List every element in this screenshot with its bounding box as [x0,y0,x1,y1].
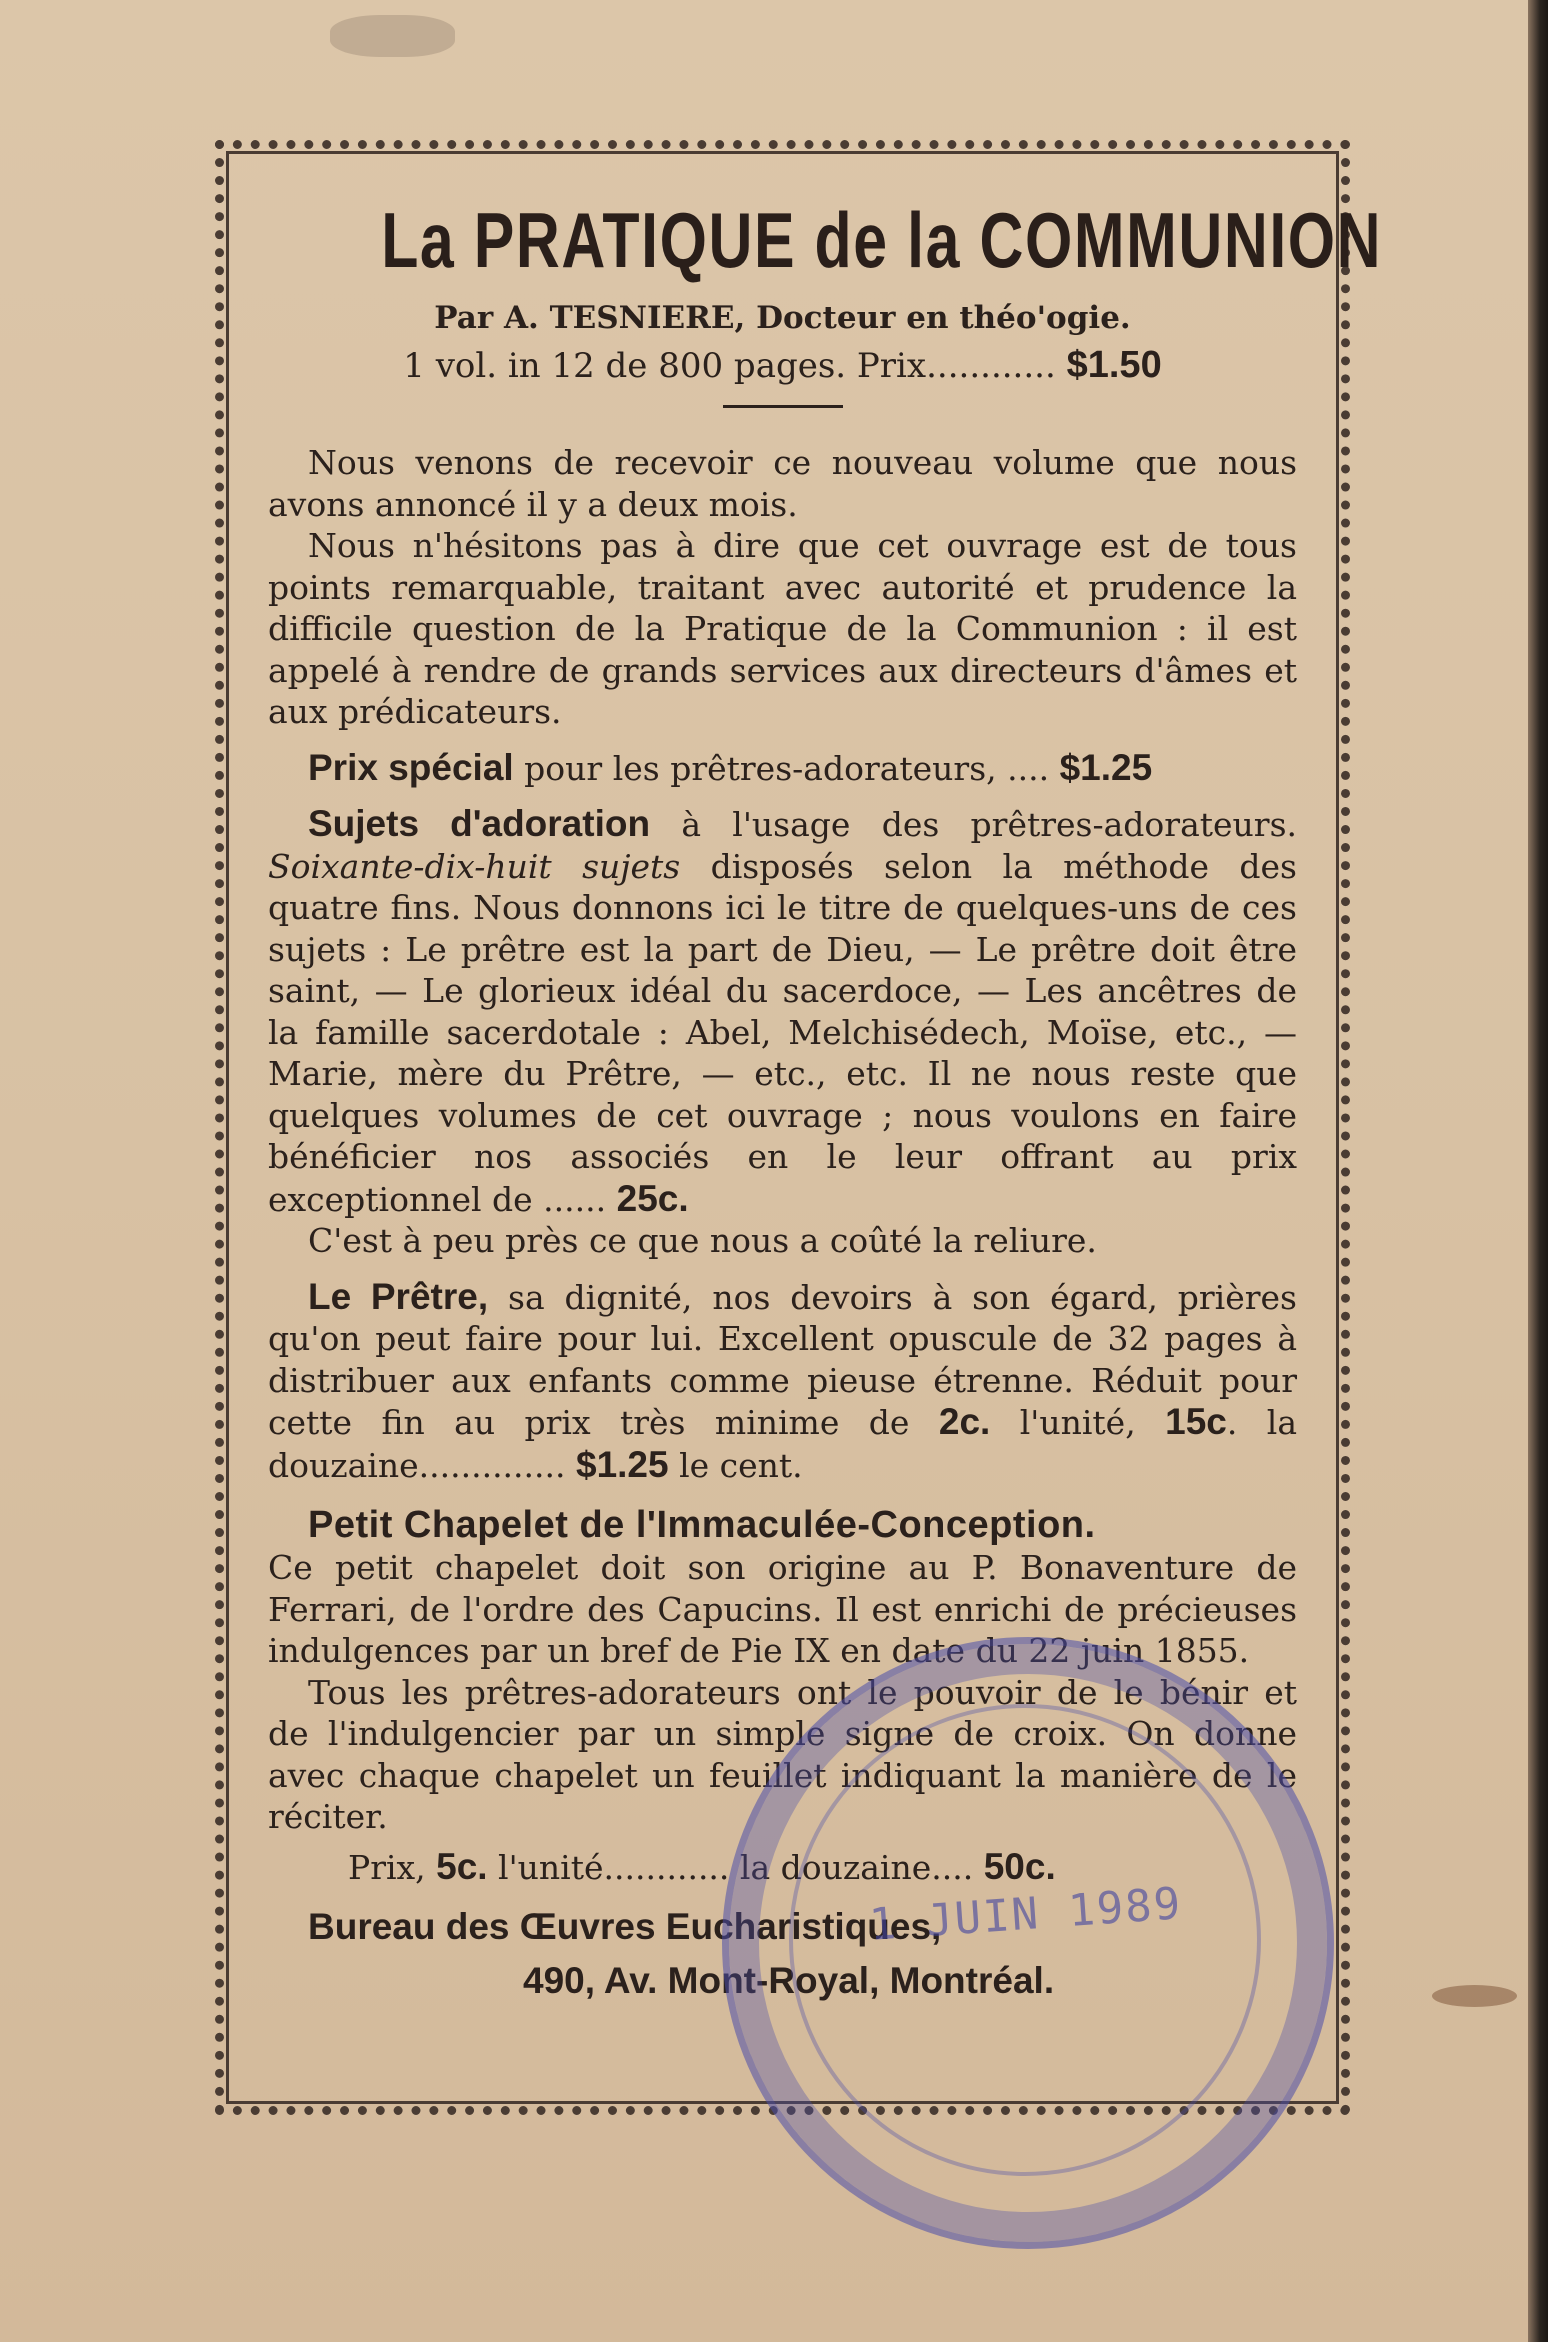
chapelet-price-label: Prix, [348,1847,437,1887]
chapelet-price-dozen: 50c. [983,1845,1056,1887]
sujets-text: à l'usage des prêtres-adorateurs. [650,805,1297,844]
chapelet-price-text: l'unité............ la douzaine.... [487,1847,984,1887]
stamp-date: 1 JUIN 1989 [867,1878,1184,1951]
chapelet-paragraph: Tous les prêtres-adorateurs ont le pouvoir de le bénir et de l'indulgencier par un simple signe de croix. On donne avec chaque chapelet un feuillet indiquant la manière de le réciter. [268,1672,1297,1836]
author-line: Par A. TESNIERE, Docteur en théo'ogie. [434,300,1131,336]
chapelet-heading: Petit Chapelet de l'Immaculée-Conception. [308,1504,1096,1546]
chapelet-price-unit: 5c. [436,1845,488,1887]
pretre-text: . la douzaine.............. [268,1403,1297,1485]
pretre-text: sa dignité, nos devoirs à son égard, prières qu'on peut faire pour lui. Excellent opuscule de 32 pages à distribuer aux enfants comme pieuse étrenne. Réduit pour cette fin au prix très minime de [268,1277,1297,1442]
paper-stain [330,15,455,57]
pretre-heading: Le Prêtre, [308,1275,489,1317]
special-price-value: $1.25 [1059,746,1153,788]
intro-paragraph: Nous venons de recevoir ce nouveau volume que nous avons annoncé il y a deux mois. [268,443,1297,524]
volume-price: $1.50 [1066,344,1162,386]
pretre-text: le cent. [668,1445,803,1485]
pretre-price-unit: 2c. [938,1401,991,1442]
special-price-heading: Prix spécial [308,746,514,788]
chapelet-price-line [348,1846,1297,1889]
sujets-note: C'est à peu près ce que nous a coûté la reliure. [308,1221,1097,1260]
pretre-price-dozen: 15c [1165,1401,1227,1442]
pretre-text: l'unité, [990,1403,1166,1442]
volume-line [268,344,1297,387]
publisher-name: Bureau des Œuvres Eucharistiques, [308,1906,942,1947]
chapelet-paragraph: Ce petit chapelet doit son origine au P. Bonaventure de Ferrari, de l'ordre des Capucins. Il est enrichi de précieuses indulgences par un bref de Pie IX en date du 22 juin 1855. [268,1548,1297,1670]
sujets-text: disposés selon la méthode des quatre fins. Nous donnons ici le titre de quelques-uns de ces sujets : Le prêtre est la part de Dieu, — Le prêtre doit être saint, — Le glorieux idéal du sacerdoce, — Les ancêtres de la famille sacerdotale : Abel, Melchisédech, Moïse, etc., — Marie, mère du Prêtre, — etc., etc. Il ne nous reste que quelques volumes de cet ouvrage ; nous voulons en faire bénéficier nos associés en le leur offrant au prix exceptionnel de ...... [268,846,1297,1219]
divider [723,405,843,408]
sujets-price: 25c. [616,1177,689,1219]
sujets-italic: Soixante-dix-huit sujets [268,846,681,886]
sujets-heading: Sujets d'adoration [308,803,651,844]
advertisement-frame [215,140,1383,2115]
intro-paragraph: Nous n'hésitons pas à dire que cet ouvrage est de tous points remarquable, traitant avec autorité et prudence la difficile question de la Pratique de la Communion : il est appelé à rendre de grands services aux directeurs d'âmes et aux prédicateurs. [268,526,1297,731]
volume-text: 1 vol. in 12 de 800 pages. Prix............ [403,346,1067,386]
publisher-address: 490, Av. Mont-Royal, Montréal. [523,1960,1055,2001]
special-price-text: pour les prêtres-adorateurs, .... [513,748,1060,788]
sujets-paragraph [268,803,1297,1220]
pretre-price-cent: $1.25 [576,1443,669,1485]
pretre-paragraph [268,1276,1297,1487]
special-price-line [268,747,1297,790]
page-title: La PRATIQUE de la COMMUNION [381,196,1383,284]
binding-edge [1528,0,1548,2342]
paper-stain [1432,1985,1517,2007]
